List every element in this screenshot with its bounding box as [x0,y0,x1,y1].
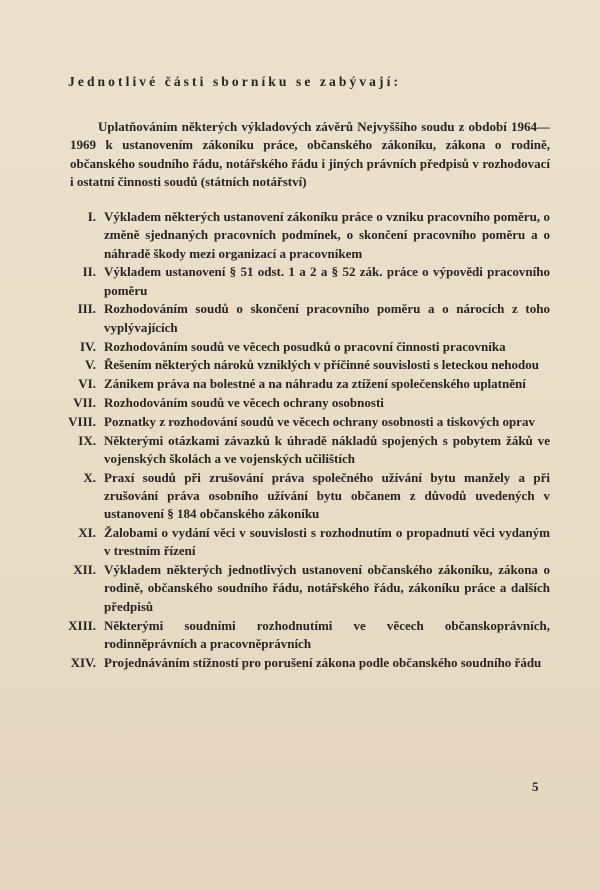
list-item [60,413,550,431]
item-number: XI. [78,525,96,541]
list-item [60,375,550,393]
list-item [60,208,550,263]
page-number: 5 [532,779,539,794]
list-item [60,432,550,469]
item-number: VIII. [68,413,96,429]
item-number: V. [85,357,96,373]
item-number: II. [82,264,96,280]
item-text: Poznatky z rozhodování soudů ve věcech ochrany osobnosti a tiskových oprav [104,413,535,429]
contents-list [60,208,550,672]
item-number: XIV. [70,654,96,670]
item-number: IX. [78,432,96,448]
item-text: Výkladem některých ustanovení zákoníku práce o vzniku pracovního poměru, o změně sjednaných pracovních podmínek, o skončení pracovního poměru a o náhradě škody mezi organizací a pracovníkem [104,209,550,261]
item-number: XIII. [68,617,96,633]
item-number: VI. [78,376,96,392]
item-text: Žalobami o vydání věci v souvislosti s rozhodnutím o propadnutí věci vydaným v trestním řízení [104,525,550,559]
list-item [60,469,550,524]
item-number: VII. [73,394,96,410]
list-item [60,561,550,616]
item-number: I. [87,209,96,224]
item-text: Řešením některých nároků vzniklých v příčinné souvislosti s leteckou nehodou [104,357,539,373]
item-number: III. [77,301,96,317]
list-item [60,263,550,300]
item-number: XII. [73,562,96,578]
list-item [60,394,550,412]
item-number: IV. [79,338,96,354]
list-item [60,524,550,561]
section-heading: Jednotlivé části sborníku se zabývají: [68,74,402,89]
item-text: Rozhodováním soudů ve věcech posudků o pracovní činnosti pracovníka [104,338,506,354]
list-item [60,654,550,672]
intro-paragraph: Uplatňováním některých výkladových závěrů Nejvyššího soudu z období 1964—1969 k ustanovením zákoníku práce, občanského zákoníku, zákona o rodině, občanského soudního řádu, notářského řádu i jiných právních předpisů v rozhodovací i ostatní činnosti soudů (státních notářství) [70,119,550,189]
item-number: X. [83,469,96,485]
item-text: Zánikem práva na bolestné a na náhradu za ztížení společenského uplatnění [104,376,526,392]
item-text: Některými otázkami závazků k úhradě nákladů spojených s pobytem žáků ve vojenských školách a ve vojenských učilištích [104,432,550,466]
item-text: Výkladem ustanovení § 51 odst. 1 a 2 a § 52 zák. práce o výpovědi pracovního poměru [104,264,550,298]
list-item [60,338,550,356]
list-item [60,300,550,337]
item-text: Rozhodováním soudů o skončení pracovního poměru a o nárocích z toho vyplývajících [104,301,550,335]
item-text: Rozhodováním soudů ve věcech ochrany osobnosti [104,394,384,410]
item-text: Výkladem některých jednotlivých ustanovení občanského zákoníku, zákona o rodině, občanského soudního řádu, notářského řádu, zákoníku práce a dalších předpisů [104,562,550,614]
item-text: Projednáváním stížností pro porušení zákona podle občanského soudního řádu [104,654,542,670]
item-text: Některými soudními rozhodnutími ve věcech občanskoprávních, rodinněprávních a pracovněprávních [104,617,550,651]
list-item [60,617,550,654]
list-item [60,356,550,374]
item-text: Praxí soudů při zrušování práva společného užívání bytu manžely a při zrušování práva osobního užívání bytu občanem z důvodů uvedených v ustanovení § 184 občanského zákoníku [104,469,550,522]
